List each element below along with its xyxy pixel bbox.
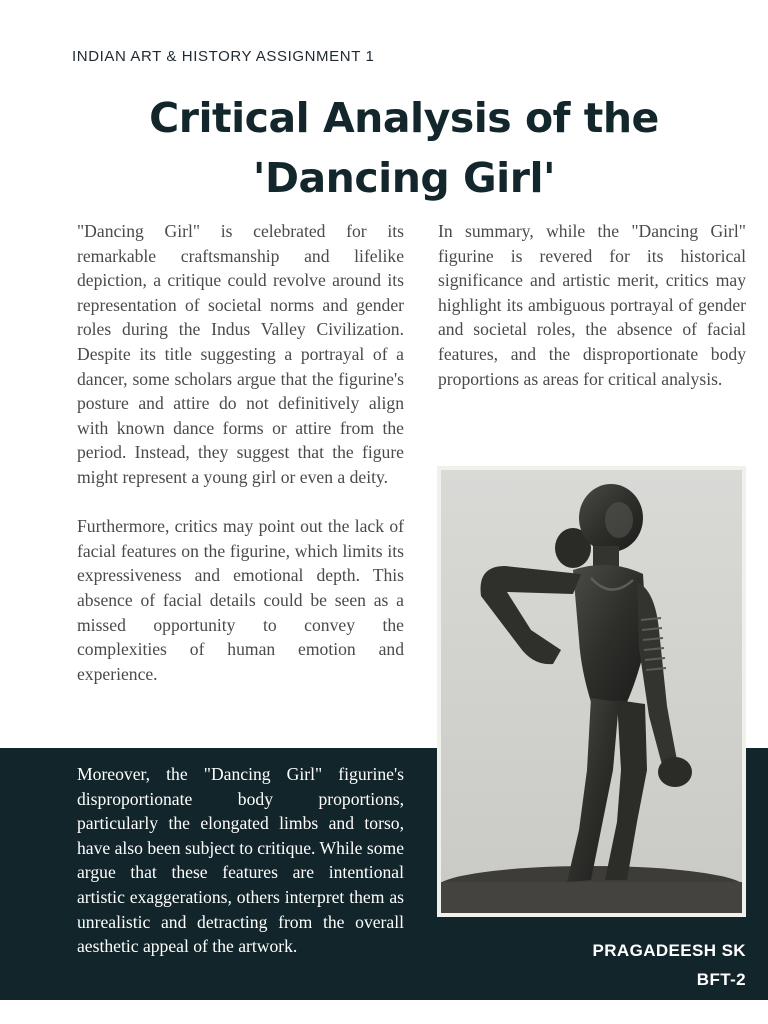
author-name: PRAGADEESH SK xyxy=(592,941,746,960)
bronze-figurine-photo-icon xyxy=(441,470,742,913)
title-line-1: Critical Analysis of the xyxy=(149,94,659,142)
paragraph-proportions: Moreover, the "Dancing Girl" figurine's disproportionate body proportions, particularly the elongated limbs and torso, have also been subject to critique. While some argue that these features are intentional artistic exaggerations, others interpret them as unrealistic and detracting from the overall aesthetic appeal of the artwork. xyxy=(77,764,405,957)
page-title xyxy=(0,88,768,208)
left-column xyxy=(77,219,404,686)
paragraph-facial-features: Furthermore, critics may point out the lack of facial features on the figurine, which limits its expressiveness and emotional depth. This absence of facial details could be seen as a missed opportunity to convey the complexities of human emotion and experience. xyxy=(77,516,404,684)
paragraph-intro: "Dancing Girl" is celebrated for its remarkable craftsmanship and lifelike depiction, a critique could revolve around its representation of societal norms and gender roles during the Indus Valley Civilization. Despite its title suggesting a portrayal of a dancer, some scholars argue that the figurine's posture and attire do not definitively align with known dance forms or attire from the period. Instead, they suggest that the figure might represent a young girl or even a deity. xyxy=(77,221,404,487)
author-block xyxy=(592,936,746,994)
paragraph-summary: In summary, while the "Dancing Girl" figurine is revered for its historical significance and artistic merit, critics may highlight its ambiguous portrayal of gender and societal roles, the absence of facial features, and the disproportionate body proportions as areas for critical analysis. xyxy=(438,221,746,389)
figurine-photo xyxy=(437,466,746,917)
title-line-2: 'Dancing Girl' xyxy=(252,154,556,202)
right-column xyxy=(438,219,746,391)
assignment-label: INDIAN ART & HISTORY ASSIGNMENT 1 xyxy=(72,48,375,65)
dark-column xyxy=(77,762,404,959)
author-class: BFT-2 xyxy=(696,970,746,989)
